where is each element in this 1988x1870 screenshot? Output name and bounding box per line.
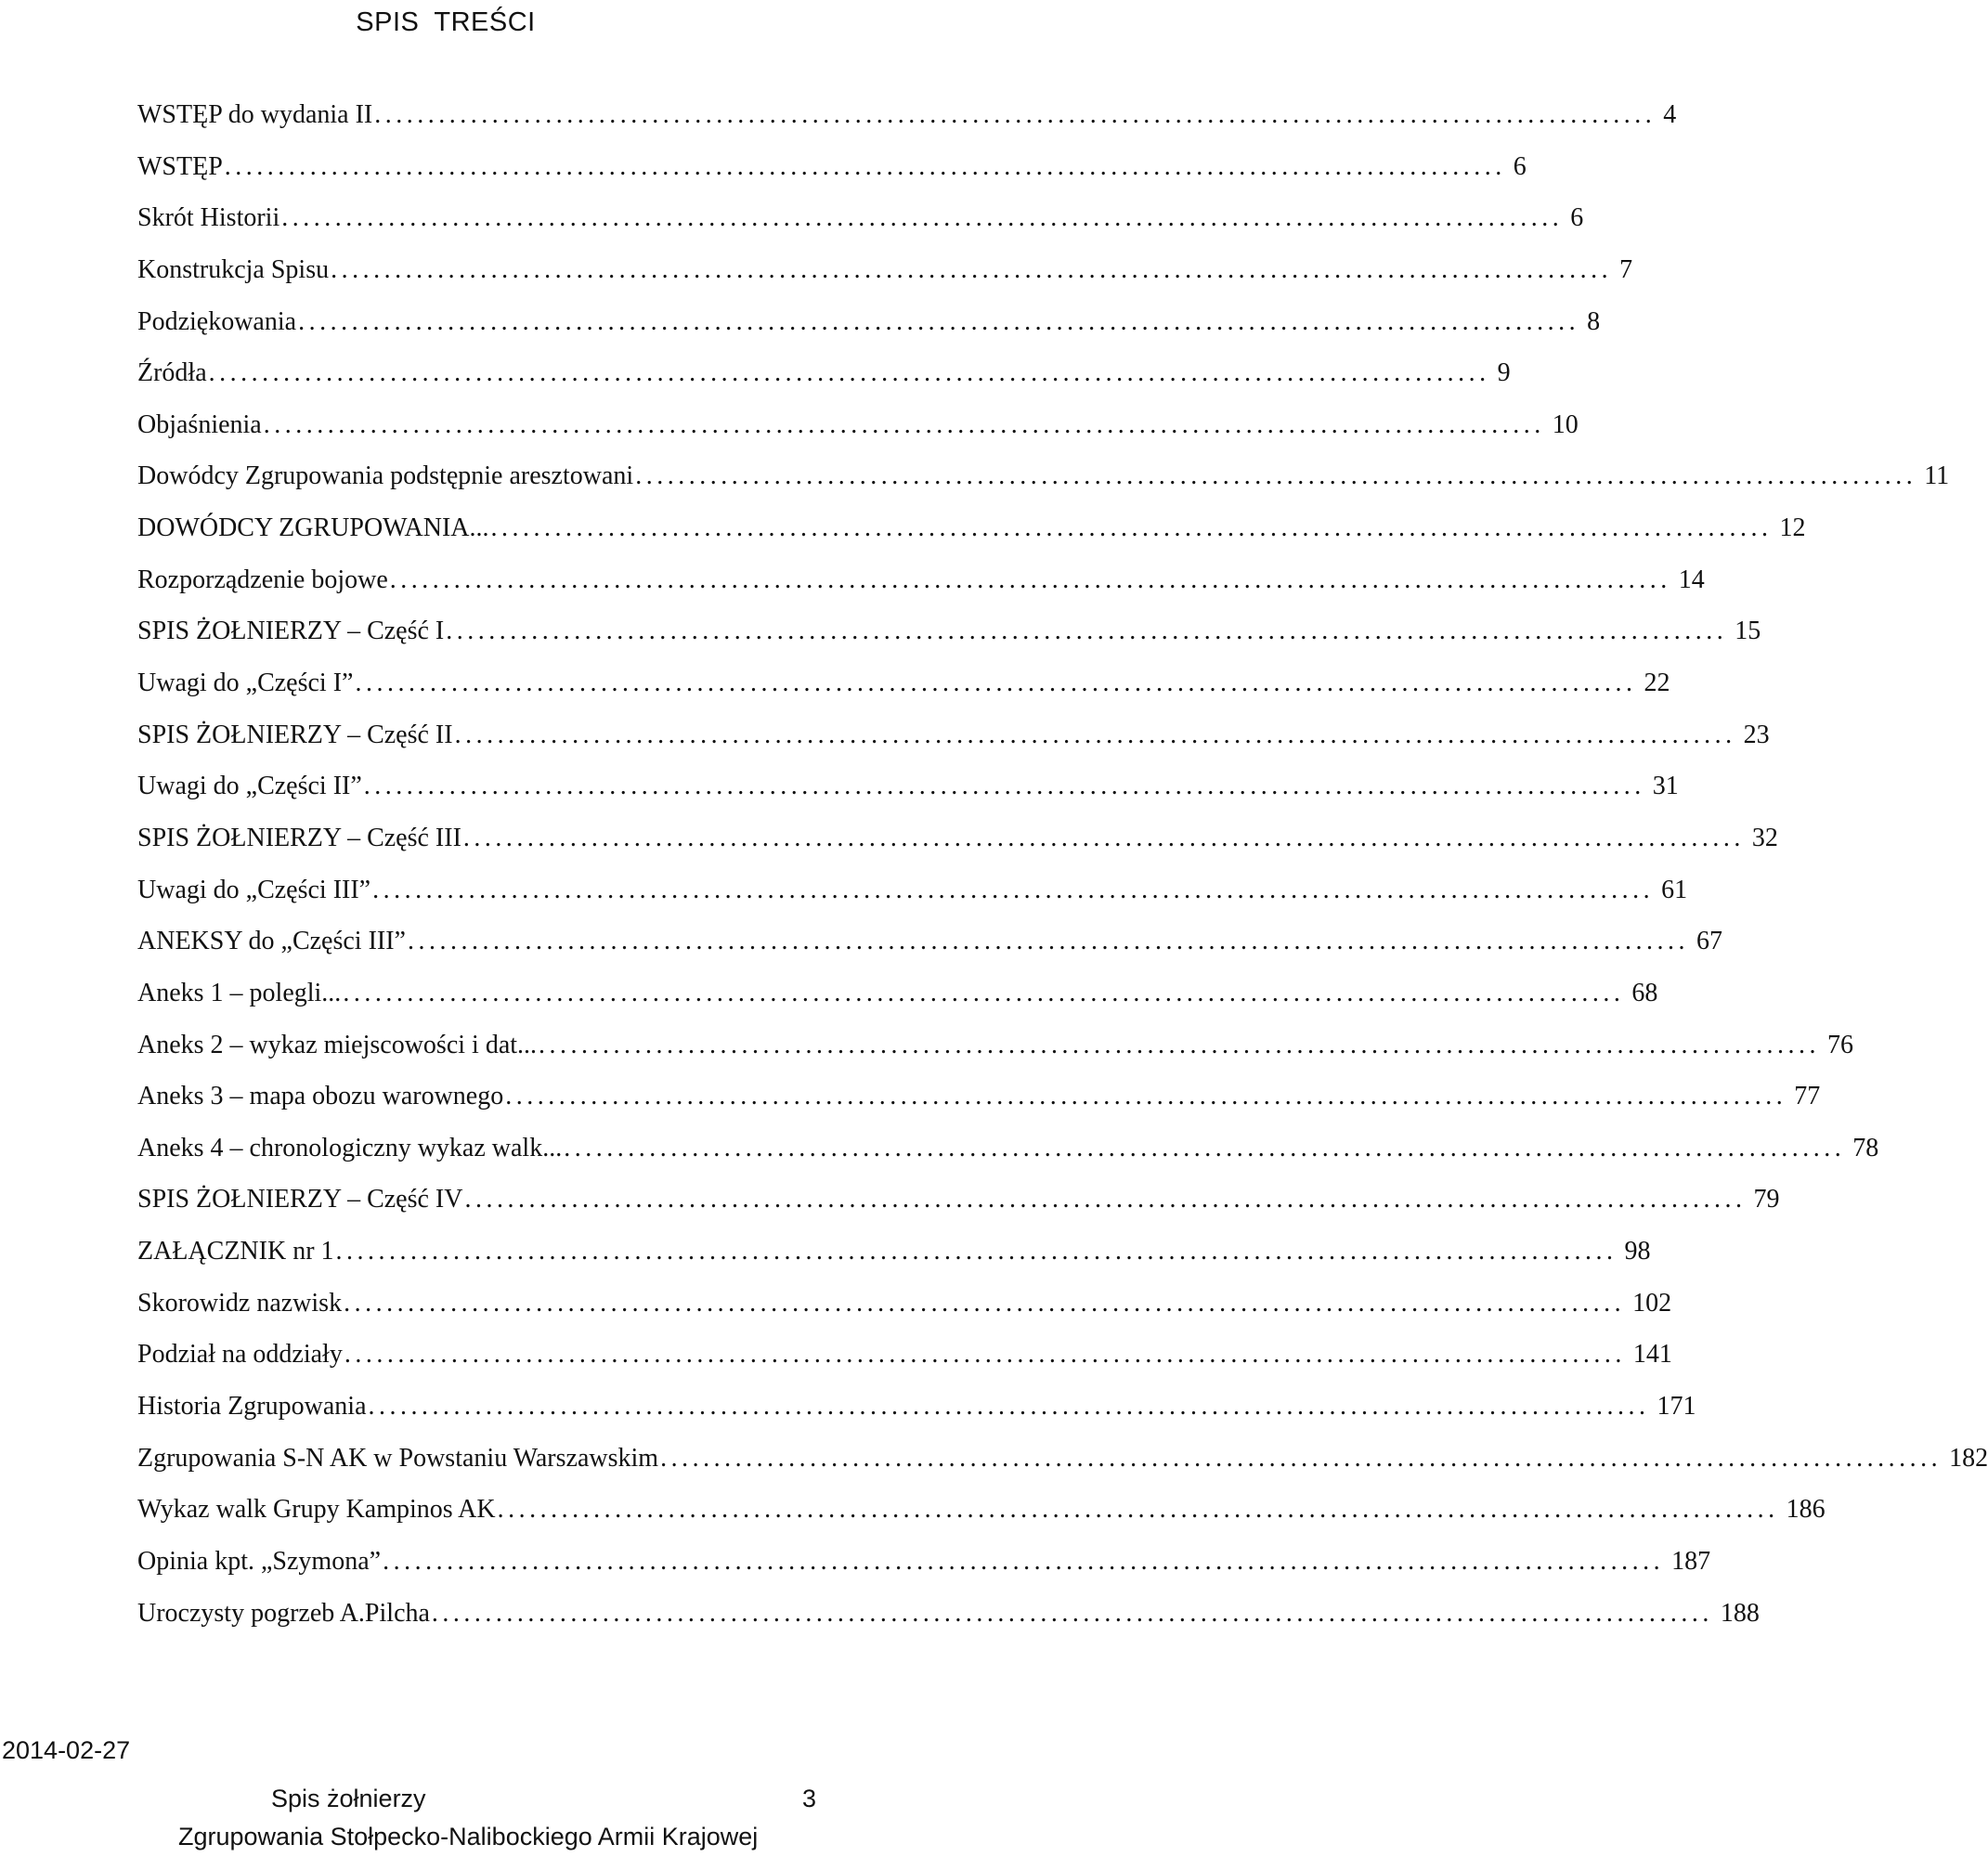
- toc-entry-page-number: 12: [1779, 513, 1806, 543]
- toc-entry-page-number: 8: [1587, 306, 1601, 336]
- toc-entry-page-number: 15: [1735, 617, 1761, 646]
- toc-entry-label: DOWÓDCY ZGRUPOWANIA...: [137, 513, 489, 543]
- toc-entry-page-number: 31: [1652, 772, 1679, 801]
- toc-dot-leader: ........................................................................................................................: [431, 1598, 1713, 1628]
- toc-dot-leader: ........................................................................................................................: [660, 1443, 1943, 1473]
- toc-entry: [137, 151, 1527, 204]
- toc-entry-label: Dowódcy Zgrupowania podstępnie aresztowani: [137, 461, 634, 491]
- toc-dot-leader: ........................................................................................................................: [497, 1495, 1779, 1525]
- toc-entry: [137, 1082, 1821, 1134]
- toc-entry-page-number: 77: [1794, 1082, 1821, 1111]
- toc-entry: [137, 1392, 1696, 1444]
- toc-entry: [137, 565, 1705, 617]
- toc-entry-page-number: 141: [1632, 1340, 1672, 1370]
- toc-entry-page-number: 6: [1513, 151, 1527, 181]
- toc-entry: [137, 617, 1761, 669]
- toc-entry-label: Opinia kpt. „Szymona”: [137, 1546, 382, 1576]
- toc-dot-leader: ........................................................................................................................: [505, 1082, 1787, 1111]
- toc-entry: [137, 306, 1601, 359]
- footer-document-subtitle: Zgrupowania Stołpecko-Nalibockiego Armii Krajowej: [178, 1823, 759, 1851]
- toc-dot-leader: ........................................................................................................................: [281, 203, 1564, 233]
- toc-entry-page-number: 78: [1852, 1133, 1879, 1162]
- toc-entry: [137, 823, 1778, 876]
- table-of-contents: [137, 100, 1988, 1650]
- toc-entry-label: SPIS ŻOŁNIERZY – Część IV: [137, 1185, 463, 1214]
- toc-entry: [137, 203, 1584, 255]
- toc-entry: [137, 1133, 1879, 1186]
- toc-entry-label: Podział na oddziały: [137, 1340, 343, 1370]
- toc-entry-label: SPIS ŻOŁNIERZY – Część II: [137, 720, 453, 749]
- toc-entry: [137, 927, 1722, 979]
- toc-dot-leader: ........................................................................................................................: [490, 513, 1773, 543]
- toc-entry-page-number: 14: [1678, 565, 1705, 594]
- toc-entry: [137, 513, 1806, 565]
- toc-entry: [137, 772, 1679, 824]
- toc-entry-label: Skrót Historii: [137, 203, 280, 233]
- toc-dot-leader: ........................................................................................................................: [372, 875, 1655, 904]
- toc-entry-page-number: 7: [1619, 254, 1633, 284]
- toc-dot-leader: ........................................................................................................................: [564, 1133, 1846, 1162]
- toc-entry: [137, 461, 1950, 513]
- toc-dot-leader: ........................................................................................................................: [383, 1546, 1665, 1576]
- toc-entry-label: Zgrupowania S-N AK w Powstaniu Warszawskim: [137, 1443, 659, 1473]
- toc-entry: [137, 1185, 1780, 1237]
- page-title: SPIS TREŚCI: [356, 7, 536, 37]
- toc-dot-leader: ........................................................................................................................: [389, 565, 1671, 594]
- toc-dot-leader: ........................................................................................................................: [446, 617, 1728, 646]
- toc-entry-page-number: 98: [1624, 1237, 1651, 1266]
- toc-entry-label: Rozporządzenie bojowe: [137, 565, 388, 594]
- toc-entry-label: Uwagi do „Części II”: [137, 772, 362, 801]
- toc-dot-leader: ........................................................................................................................: [368, 1392, 1650, 1422]
- toc-dot-leader: ........................................................................................................................: [462, 823, 1745, 852]
- toc-entry-page-number: 186: [1786, 1495, 1826, 1525]
- toc-entry-page-number: 61: [1661, 875, 1688, 904]
- toc-entry-label: Źródła: [137, 358, 207, 388]
- toc-entry: [137, 1288, 1672, 1341]
- toc-dot-leader: ........................................................................................................................: [344, 1340, 1626, 1370]
- toc-dot-leader: ........................................................................................................................: [344, 1288, 1626, 1318]
- toc-dot-leader: ........................................................................................................................: [407, 927, 1689, 956]
- toc-entry: [137, 875, 1688, 928]
- toc-entry-page-number: 79: [1753, 1185, 1780, 1214]
- toc-entry-page-number: 10: [1552, 409, 1579, 439]
- toc-entry: [137, 720, 1770, 773]
- toc-entry-page-number: 22: [1644, 669, 1670, 698]
- toc-entry-label: Konstrukcja Spisu: [137, 254, 330, 284]
- toc-entry: [137, 1443, 1988, 1496]
- toc-entry-label: Aneks 1 – polegli...: [137, 978, 342, 1007]
- toc-dot-leader: ........................................................................................................................: [464, 1185, 1747, 1214]
- toc-dot-leader: ........................................................................................................................: [224, 151, 1506, 181]
- toc-entry-label: Historia Zgrupowania: [137, 1392, 367, 1422]
- toc-dot-leader: ........................................................................................................................: [343, 978, 1625, 1007]
- toc-dot-leader: ........................................................................................................................: [539, 1030, 1821, 1059]
- toc-entry: [137, 1030, 1854, 1083]
- toc-dot-leader: ........................................................................................................................: [263, 409, 1545, 439]
- toc-entry-page-number: 6: [1570, 203, 1584, 233]
- toc-entry-page-number: 171: [1657, 1392, 1696, 1422]
- toc-dot-leader: ........................................................................................................................: [635, 461, 1917, 491]
- toc-entry: [137, 358, 1511, 410]
- toc-entry: [137, 978, 1658, 1031]
- toc-entry-page-number: 9: [1497, 358, 1511, 388]
- toc-dot-leader: ........................................................................................................................: [363, 772, 1645, 801]
- footer-document-title: Spis żołnierzy: [271, 1785, 426, 1812]
- toc-entry-label: Uwagi do „Części III”: [137, 875, 371, 904]
- toc-entry-label: Objaśnienia: [137, 409, 262, 439]
- footer-page-number: 3: [802, 1785, 817, 1812]
- toc-entry-label: Wykaz walk Grupy Kampinos AK: [137, 1495, 496, 1525]
- toc-entry: [137, 1546, 1711, 1599]
- toc-entry: [137, 100, 1677, 152]
- toc-entry: [137, 1495, 1826, 1547]
- toc-entry-label: WSTĘP: [137, 151, 223, 181]
- toc-entry-page-number: 188: [1720, 1598, 1760, 1628]
- toc-dot-leader: ........................................................................................................................: [335, 1237, 1618, 1266]
- toc-dot-leader: ........................................................................................................................: [454, 720, 1736, 749]
- toc-entry-page-number: 4: [1663, 100, 1677, 129]
- toc-entry-label: Skorowidz nazwisk: [137, 1288, 343, 1318]
- toc-entry-page-number: 76: [1827, 1030, 1854, 1059]
- toc-entry-label: Podziękowania: [137, 306, 297, 336]
- toc-dot-leader: ........................................................................................................................: [208, 358, 1490, 388]
- toc-entry-label: SPIS ŻOŁNIERZY – Część I: [137, 617, 445, 646]
- toc-dot-leader: ........................................................................................................................: [298, 306, 1580, 336]
- toc-entry-label: Aneks 4 – chronologiczny wykaz walk...: [137, 1133, 563, 1162]
- toc-dot-leader: ........................................................................................................................: [355, 669, 1637, 698]
- toc-entry-page-number: 11: [1924, 461, 1950, 491]
- toc-entry-label: Uwagi do „Części I”: [137, 669, 354, 698]
- toc-entry-page-number: 102: [1632, 1288, 1672, 1318]
- toc-entry-page-number: 68: [1631, 978, 1658, 1007]
- toc-entry-page-number: 32: [1751, 823, 1778, 852]
- toc-entry-page-number: 67: [1696, 927, 1722, 956]
- toc-entry-page-number: 187: [1671, 1546, 1711, 1576]
- toc-entry-label: Aneks 3 – mapa obozu warownego: [137, 1082, 504, 1111]
- toc-entry-label: Uroczysty pogrzeb A.Pilcha: [137, 1598, 430, 1628]
- toc-entry-label: Aneks 2 – wykaz miejscowości i dat...: [137, 1030, 538, 1059]
- toc-entry: [137, 1340, 1672, 1392]
- footer-date: 2014-02-27: [2, 1736, 131, 1764]
- toc-dot-leader: ........................................................................................................................: [374, 100, 1657, 129]
- toc-entry-page-number: 182: [1949, 1443, 1988, 1473]
- toc-entry: [137, 409, 1579, 462]
- toc-dot-leader: ........................................................................................................................: [331, 254, 1613, 284]
- toc-entry-page-number: 23: [1743, 720, 1770, 749]
- toc-entry: [137, 669, 1670, 721]
- toc-entry: [137, 1237, 1651, 1289]
- toc-entry-label: WSTĘP do wydania II: [137, 100, 373, 129]
- toc-entry-label: ZAŁĄCZNIK nr 1: [137, 1237, 334, 1266]
- toc-entry: [137, 254, 1633, 307]
- toc-entry-label: SPIS ŻOŁNIERZY – Część III: [137, 823, 461, 852]
- toc-entry-label: ANEKSY do „Części III”: [137, 927, 406, 956]
- toc-entry: [137, 1598, 1760, 1651]
